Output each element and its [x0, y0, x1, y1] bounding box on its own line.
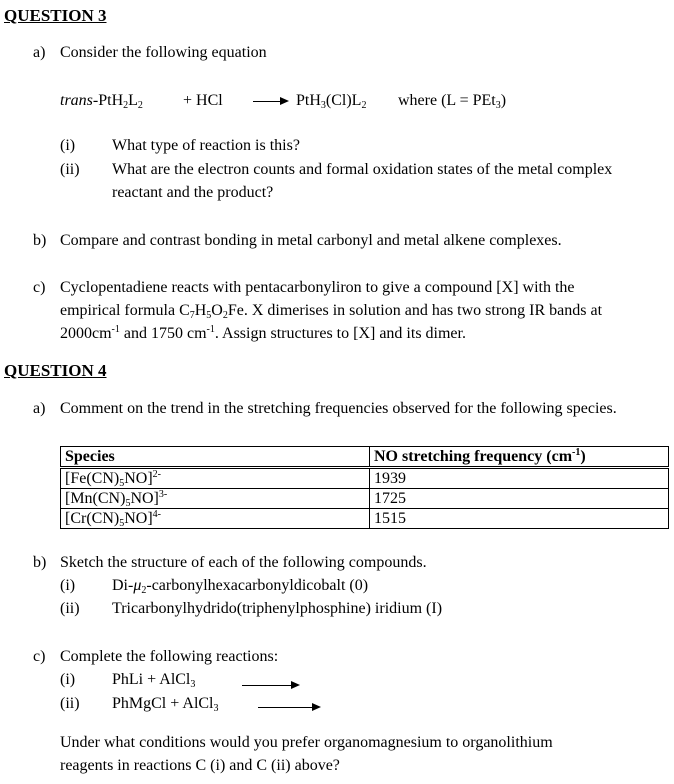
species-column-header: Species	[61, 447, 370, 468]
species-cell: $[Fe(CN)_5NO]^{2-}$	[61, 468, 370, 489]
q3-a-i-text: What type of reaction is this?	[112, 137, 300, 154]
reaction-c-i-arrow-icon	[242, 685, 292, 686]
frequency-cell: 1939	[370, 468, 669, 489]
equation-reactant: trans-$PtH_2L_2$	[60, 92, 143, 111]
q4-a-text: Comment on the trend in the stretching frequencies observed for the following species.	[60, 400, 617, 417]
q4-b-text: Sketch the structure of each of the following compounds.	[60, 554, 427, 571]
q3-a-text: Consider the following equation	[60, 44, 267, 61]
q3-c-line2: empirical formula $C_7H_5O_2Fe$. X dimerises in solution and has two strong IR bands at	[60, 302, 603, 321]
q4-b-ii-text: Tricarbonylhydrido(triphenylphosphine) iridium (I)	[112, 600, 443, 617]
question-4-heading: QUESTION 4	[4, 361, 107, 380]
equation-product: $PtH_3(Cl)L_2$	[296, 92, 367, 111]
q4-b-ii-label: (ii)	[60, 600, 80, 617]
q3-b-text: Compare and contrast bonding in metal carbonyl and metal alkene complexes.	[60, 232, 562, 249]
frequency-cell: 1515	[370, 509, 669, 529]
table-row	[61, 509, 669, 529]
q4-c-text: Complete the following reactions:	[60, 648, 279, 665]
reaction-c-ii-arrowhead-icon	[312, 703, 321, 711]
frequency-cell: 1725	[370, 489, 669, 509]
q4-c-label: c)	[33, 648, 46, 665]
reaction-arrowhead-icon	[280, 97, 289, 105]
q3-a-ii-line2: reactant and the product?	[112, 184, 274, 201]
q4-c-ii-label: (ii)	[60, 695, 80, 712]
q3-a-ii-label: (ii)	[60, 161, 80, 178]
q4-c-ii-reaction: PhMgCl + AlCl$_3$	[112, 695, 219, 714]
reaction-arrow-icon	[253, 101, 281, 102]
frequency-column-header: NO stretching frequency $(cm^{-1})$	[370, 447, 669, 468]
equation-hcl: + HCl	[183, 92, 223, 109]
reaction-c-i-arrowhead-icon	[291, 681, 300, 689]
q4-b-i-text: $Di-\mu_2$-carbonylhexacarbonyldicobalt (0)	[112, 577, 369, 596]
equation-where: where (L = PEt$_3$)	[398, 92, 507, 111]
trans-prefix: trans	[60, 92, 93, 109]
q3-a-label: a)	[33, 44, 46, 61]
q3-c-label: c)	[33, 279, 46, 296]
table-row	[61, 468, 669, 489]
q4-final-line2: reagents in reactions C (i) and C (ii) above?	[60, 757, 340, 774]
table-row	[61, 489, 669, 509]
q3-a-ii-line1: What are the electron counts and formal oxidation states of the metal complex	[112, 161, 613, 178]
q3-c-line3: $2000cm^{-1}$ and 1750 $cm^{-1}$. Assign structures to [X] and its dimer.	[60, 324, 466, 342]
q3-c-line1: Cyclopentadiene reacts with pentacarbonyliron to give a compound [X] with the	[60, 279, 575, 296]
q4-b-label: b)	[33, 554, 47, 571]
question-3-heading: QUESTION 3	[4, 6, 107, 25]
q3-b-label: b)	[33, 232, 47, 249]
q4-final-line1: Under what conditions would you prefer organomagnesium to organolithium	[60, 734, 553, 751]
reaction-c-ii-arrow-icon	[258, 707, 313, 708]
species-cell: $[Cr(CN)_5NO]^{4-}$	[61, 509, 370, 529]
no-frequency-table	[60, 446, 669, 529]
q4-b-i-label: (i)	[60, 577, 76, 594]
table-header-row	[61, 447, 669, 468]
q3-a-i-label: (i)	[60, 137, 76, 154]
species-cell: $[Mn(CN)_5NO]^{3-}$	[61, 489, 370, 509]
q4-c-i-label: (i)	[60, 671, 76, 688]
q4-c-i-reaction: PhLi + AlCl$_3$	[112, 671, 196, 690]
q4-a-label: a)	[33, 400, 46, 417]
